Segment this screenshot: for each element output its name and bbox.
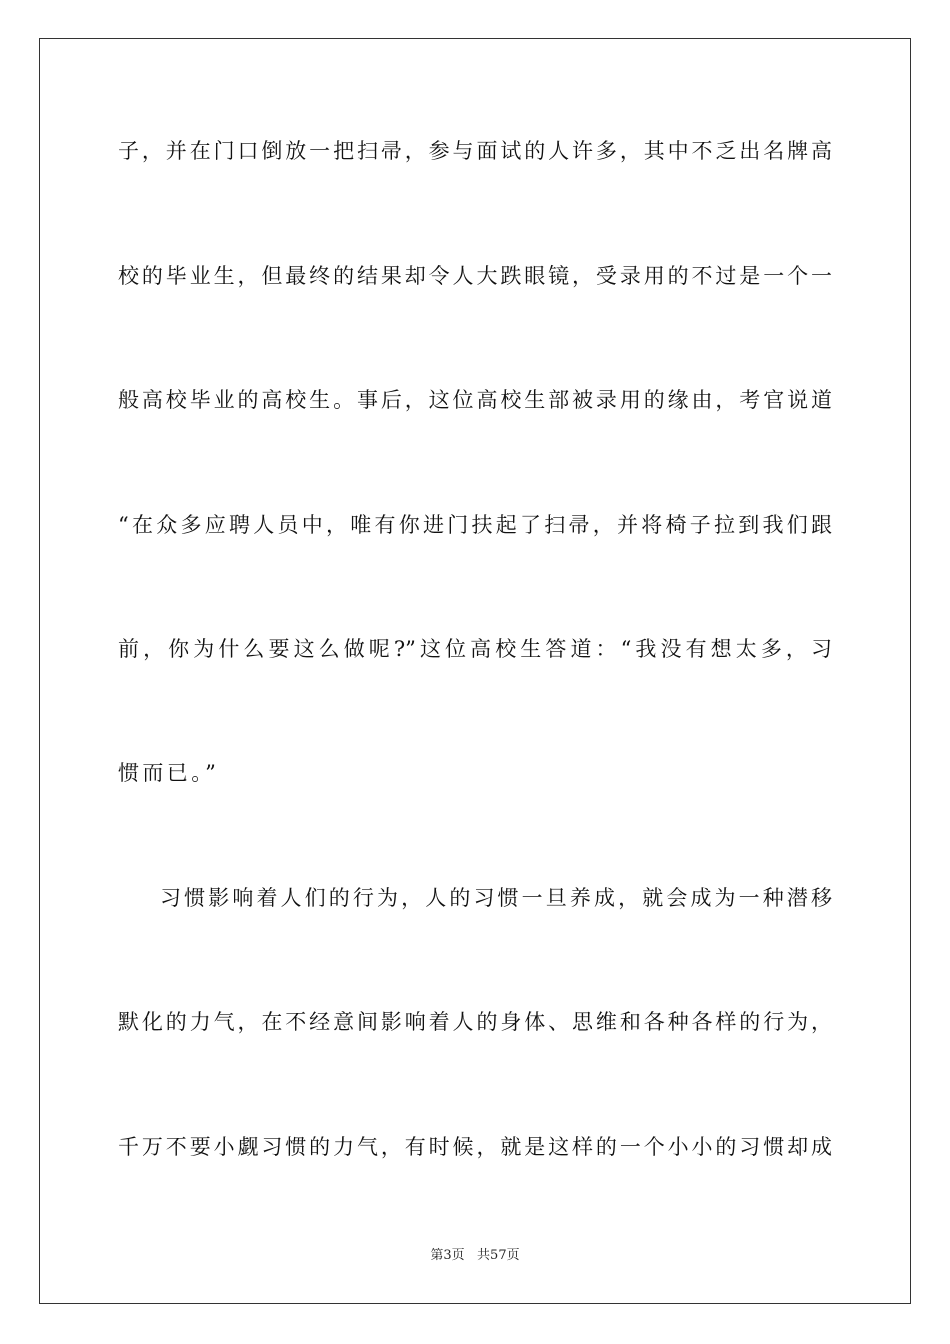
body-line-2: 校的毕业生，但最终的结果却令人大跌眼镜，受录用的不过是一个一 — [118, 264, 832, 288]
body-line-3: 般高校毕业的高校生。事后，这位高校生部被录用的缘由，考官说道 — [118, 388, 832, 412]
page-border — [39, 38, 911, 1304]
body-line-1: 子，并在门口倒放一把扫帚，参与面试的人许多，其中不乏出名牌高 — [118, 139, 832, 163]
body-line-7: 习惯影响着人们的行为，人的习惯一旦养成，就会成为一种潜移 — [160, 886, 832, 910]
body-line-8: 默化的力气，在不经意间影响着人的身体、思维和各种各样的行为， — [118, 1010, 832, 1034]
body-line-4: “在众多应聘人员中，唯有你进门扶起了扫帚，并将椅子拉到我们跟 — [118, 513, 832, 537]
page-number-footer: 第3页 共57页 — [430, 1248, 520, 1263]
body-line-9: 千万不要小觑习惯的力气，有时候，就是这样的一个小小的习惯却成 — [118, 1135, 832, 1159]
body-line-6: 惯而已。” — [118, 761, 220, 785]
body-line-5: 前，你为什么要这么做呢?”这位高校生答道：“我没有想太多，习 — [118, 637, 832, 661]
